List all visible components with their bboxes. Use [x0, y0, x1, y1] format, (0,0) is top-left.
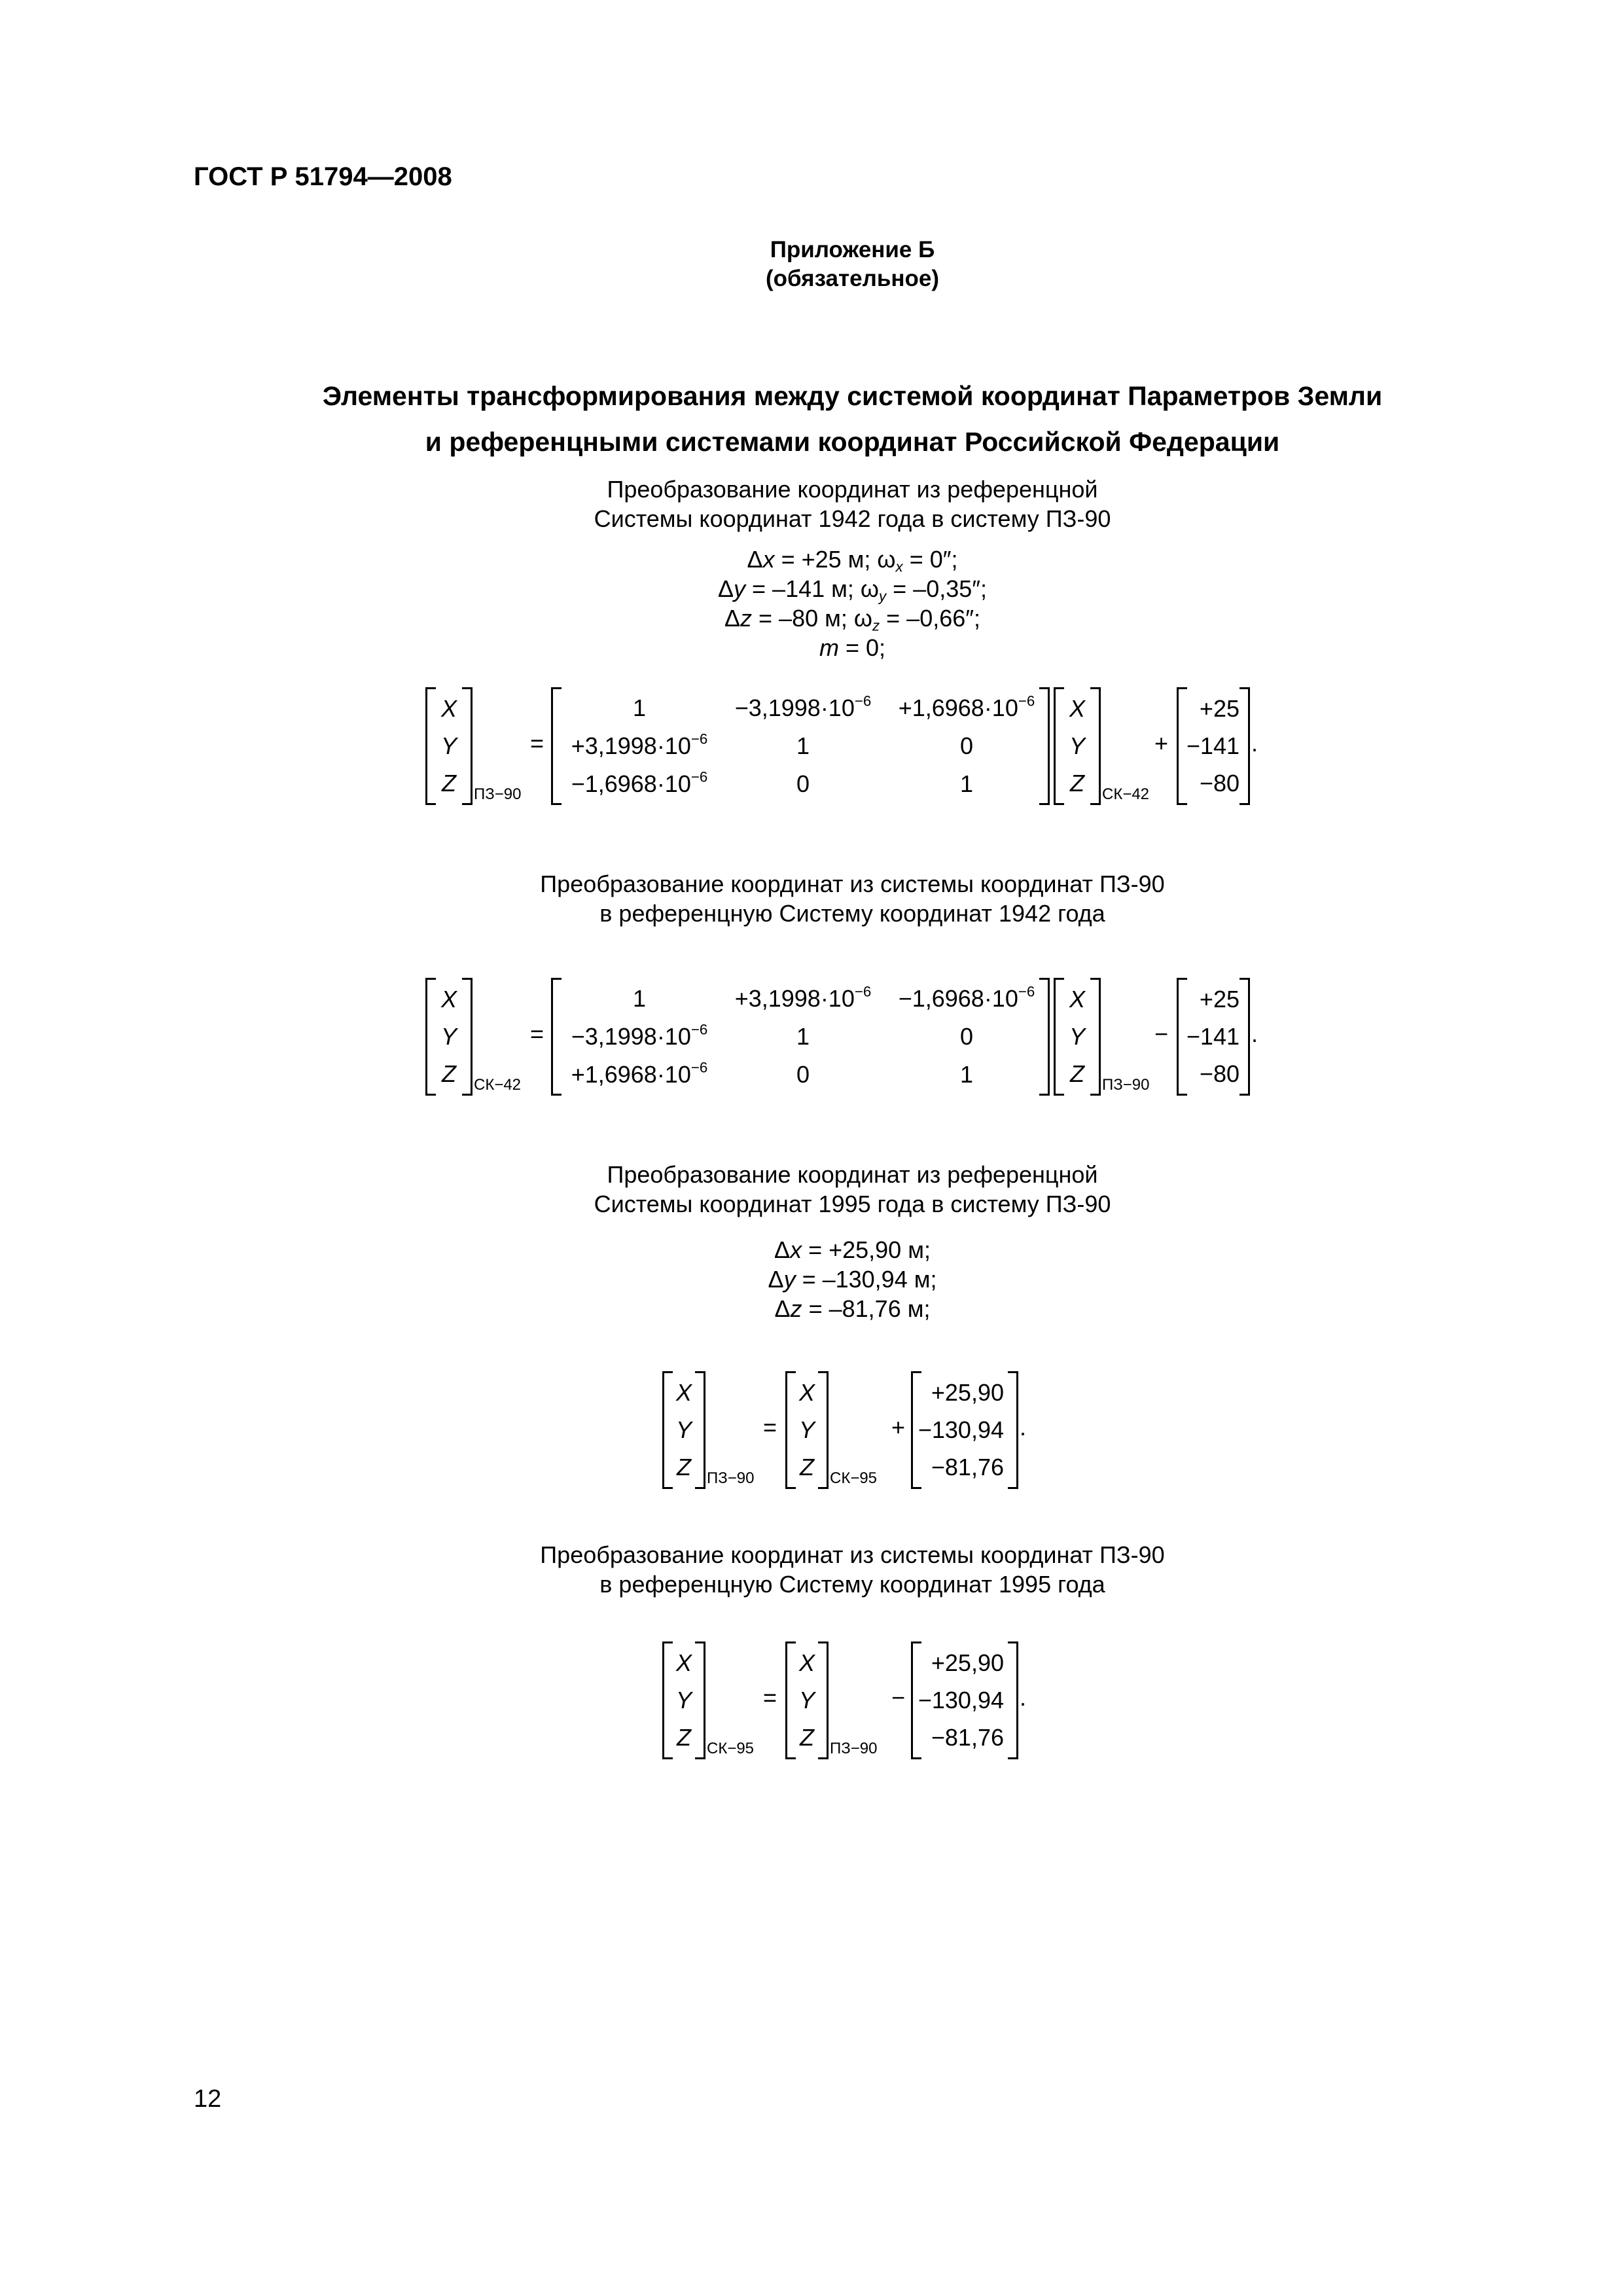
equation-pz90-to-sk42	[0, 978, 1623, 1096]
matrix-cell: 1	[959, 1061, 974, 1088]
equals-sign: =	[530, 730, 544, 757]
matrix-cell: 1	[959, 770, 974, 797]
period: .	[1020, 1684, 1027, 1711]
translation-vector: +25 −141 −80	[1177, 687, 1250, 805]
caption-line: Преобразование координат из системы координат ПЗ-90	[540, 870, 1165, 897]
translation-vector: +25,90 −130,94 −81,76	[911, 1641, 1018, 1759]
matrix-cell: $+1,6968\cdot 10^{-6}$	[571, 1059, 708, 1088]
period: .	[1020, 1414, 1027, 1441]
rotation-matrix	[551, 687, 1050, 805]
lhs-vector: X Y Z	[662, 1641, 705, 1759]
section-3-caption	[0, 1160, 1623, 1219]
appendix-title: Приложение Б	[770, 237, 935, 262]
rhs-vector: X Y Z	[785, 1641, 829, 1759]
matrix-cell: $-1,6968\cdot 10^{-6}$	[898, 983, 1035, 1012]
plus-sign: +	[891, 1414, 906, 1441]
matrix-cell: 1	[796, 1023, 810, 1050]
matrix-cell: $+3,1998\cdot 10^{-6}$	[571, 730, 708, 759]
document-header: ГОСТ Р 51794—2008	[194, 162, 452, 191]
matrix-cell: 1	[632, 985, 647, 1012]
page-number: 12	[194, 2085, 222, 2113]
param-dz: Δz = –80 м; $\omega_z = -0,66''$;	[724, 605, 981, 634]
rhs-vector: X Y Z	[785, 1371, 829, 1489]
title-line-2: и референцными системами координат Российской Федерации	[425, 427, 1280, 457]
appendix-heading	[0, 236, 1623, 293]
lhs-vector: X Y Z	[662, 1371, 705, 1489]
rotation-matrix	[551, 978, 1050, 1096]
translation-vector: +25 −141 −80	[1177, 978, 1250, 1096]
caption-line: Преобразование координат из системы координат ПЗ-90	[540, 1541, 1165, 1568]
period: .	[1251, 1020, 1258, 1047]
lhs-system-label: ПЗ−90	[707, 1469, 755, 1487]
matrix-cell: $-1,6968\cdot 10^{-6}$	[571, 768, 708, 797]
param-dx: Δx = +25,90 м;	[774, 1236, 931, 1263]
section-3-parameters	[0, 1235, 1623, 1323]
rhs-vector: X Y Z	[1054, 687, 1101, 805]
appendix-main-title	[0, 373, 1623, 465]
param-dy: Δy = –130,94 м;	[768, 1266, 937, 1293]
caption-line: Системы координат 1942 года в систему ПЗ-90	[594, 505, 1111, 532]
matrix-cell: 1	[796, 732, 810, 759]
title-line-1: Элементы трансформирования между системой координат Параметров Земли	[322, 381, 1383, 411]
plus-sign: +	[1154, 730, 1169, 757]
equals-sign: =	[530, 1020, 544, 1047]
caption-line: Преобразование координат из референцной	[607, 1161, 1098, 1188]
translation-vector: +25,90 −130,94 −81,76	[911, 1371, 1018, 1489]
matrix-cell: 0	[796, 1061, 810, 1088]
lhs-system-label: СК−42	[474, 1076, 522, 1094]
caption-line: в референцную Систему координат 1942 года	[599, 900, 1105, 927]
rhs-system-label: СК−95	[830, 1469, 878, 1487]
rhs-system-label: ПЗ−90	[1102, 1076, 1150, 1094]
lhs-vector: X Y Z	[425, 687, 473, 805]
rhs-vector: X Y Z	[1054, 978, 1101, 1096]
section-4-caption	[0, 1540, 1623, 1599]
matrix-cell: 0	[959, 1023, 974, 1050]
matrix-cell: $+3,1998\cdot 10^{-6}$	[734, 983, 872, 1012]
period: .	[1251, 730, 1258, 757]
rhs-system-label: СК−42	[1102, 785, 1150, 803]
equals-sign: =	[763, 1414, 777, 1441]
section-1-caption	[0, 475, 1623, 533]
param-m: m = 0;	[819, 634, 886, 661]
lhs-system-label: ПЗ−90	[474, 785, 522, 803]
lhs-vector: X Y Z	[425, 978, 473, 1096]
matrix-cell: $-3,1998\cdot 10^{-6}$	[734, 692, 872, 721]
caption-line: в референцную Систему координат 1995 года	[599, 1571, 1105, 1598]
matrix-cell: 0	[959, 732, 974, 759]
appendix-status: (обязательное)	[765, 266, 939, 291]
caption-line: Преобразование координат из референцной	[607, 476, 1098, 503]
param-dy: Δy = –141 м; $\omega_y = -0,35''$;	[717, 575, 988, 605]
section-2-caption	[0, 869, 1623, 928]
equals-sign: =	[763, 1684, 777, 1711]
param-dz: Δz = –81,76 м;	[774, 1295, 931, 1322]
section-1-parameters	[0, 545, 1623, 662]
minus-sign: −	[1154, 1020, 1169, 1047]
matrix-cell: 0	[796, 770, 810, 797]
rhs-system-label: ПЗ−90	[830, 1740, 878, 1757]
matrix-cell: 1	[632, 694, 647, 721]
caption-line: Системы координат 1995 года в систему ПЗ-90	[594, 1191, 1111, 1217]
equation-sk95-to-pz90	[0, 1371, 1623, 1489]
matrix-cell: $+1,6968\cdot 10^{-6}$	[898, 692, 1035, 721]
minus-sign: −	[891, 1684, 906, 1711]
param-dx: Δx = +25 м; $\omega_x = 0''$;	[747, 546, 958, 575]
equation-pz90-to-sk95	[0, 1641, 1623, 1759]
matrix-cell: $-3,1998\cdot 10^{-6}$	[571, 1021, 708, 1050]
equation-sk42-to-pz90	[0, 687, 1623, 805]
lhs-system-label: СК−95	[707, 1740, 755, 1757]
